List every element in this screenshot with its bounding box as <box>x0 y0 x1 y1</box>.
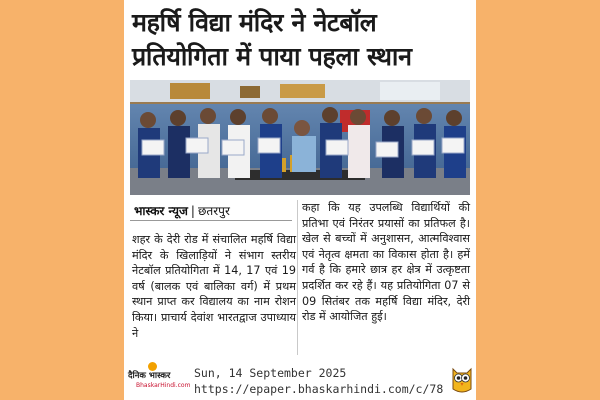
article-body-left: शहर के देरी रोड में संचालित महर्षि विद्या मंदिर के खिलाड़ियों ने संभाग स्तरीय नेटबॉल प्रतियोगिता में 14, 17 एवं 19 वर्ष (बालक एवं बालिका वर्ग) में प्रथम स्थान प्राप्त कर विद्यालय का नाम रोशन किया। प्राचार्य देवांश भारतद्वाज उपाध्याय ने <box>132 233 296 340</box>
byline-source: भास्कर न्यूज <box>134 204 188 218</box>
byline <box>134 202 230 219</box>
byline-city: छतरपुर <box>197 204 230 218</box>
newspaper-clipping <box>124 0 476 400</box>
epaper-link[interactable]: https://epaper.bhaskarhindi.com/c/78 <box>194 382 444 396</box>
logo-name: दैनिक भास्कर <box>128 371 171 381</box>
edition-date: Sun, 14 September 2025 <box>194 366 347 380</box>
footer-bar <box>124 360 476 400</box>
bhaskar-logo-icon[interactable] <box>128 368 191 394</box>
byline-divider <box>130 220 292 221</box>
headline <box>132 6 472 74</box>
column-divider <box>297 200 298 355</box>
headline-line-1: महर्षि विद्या मंदिर ने नेटबॉल <box>132 8 377 37</box>
logo-site: BhaskarHindi.com <box>136 382 191 389</box>
article-body-right: कहा कि यह उपलब्धि विद्यार्थियों की प्रतिभा एवं निरंतर प्रयासों का प्रतिफल है। खेल से बच्चों में अनुशासन, आत्मविश्वास एवं नेतृत्व क्षमता का विकास होता है। हमें गर्व है कि हमारे छात्र हर क्षेत्र में उत्कृष्टता प्रदर्शित कर रहे हैं। यह प्रतियोगिता 07 से 09 सितंबर तक महर्षि विद्या मंदिर, देरी रोड में आयोजित हुई। <box>302 201 470 324</box>
owl-mascot-icon <box>450 363 474 395</box>
byline-separator: | <box>190 204 195 218</box>
headline-line-2: प्रतियोगिता में पाया पहला स्थान <box>132 42 412 71</box>
group-photo-illustration <box>130 80 470 195</box>
group-photo <box>130 80 470 195</box>
